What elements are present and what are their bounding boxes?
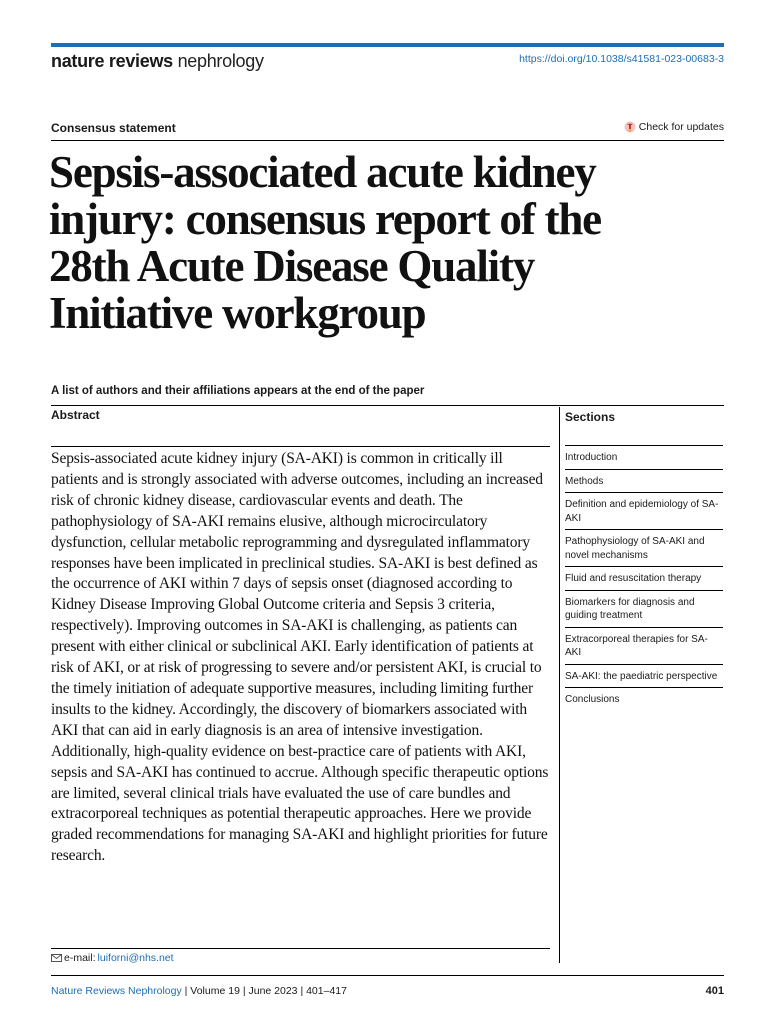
journal-name xyxy=(51,51,264,72)
doi-link[interactable]: https://doi.org/10.1038/s41581-023-00683-3 xyxy=(519,53,724,65)
journal-name-bold: nature reviews xyxy=(51,51,173,71)
article-title: Sepsis-associated acute kidney injury: consensus report of the 28th Acute Disease Quality Initiative workgroup xyxy=(49,147,601,338)
email-address-link[interactable]: luiforni@nhs.net xyxy=(97,952,174,964)
footer-citation xyxy=(51,985,347,997)
authors-note: A list of authors and their affiliations appears at the end of the paper xyxy=(51,385,425,397)
mail-icon xyxy=(51,954,62,962)
section-link-conclusions[interactable]: Conclusions xyxy=(565,694,620,705)
corresponding-email xyxy=(51,952,174,964)
section-link-extracorporeal[interactable]: Extracorporeal therapies for SA-AKI xyxy=(565,628,723,665)
sections-nav xyxy=(565,407,723,711)
article-type-divider xyxy=(51,140,724,141)
abstract-divider xyxy=(51,446,550,447)
section-link-fluid-resuscitation[interactable]: Fluid and resuscitation therapy xyxy=(565,567,723,591)
column-divider xyxy=(559,407,560,963)
sections-heading: Sections xyxy=(565,407,723,446)
header-accent-rule xyxy=(51,43,724,47)
footer-volume-info: | Volume 19 | June 2023 | 401–417 xyxy=(181,985,347,997)
section-link-paediatric[interactable]: SA-AKI: the paediatric perspective xyxy=(565,665,723,689)
section-link-definition-epidemiology[interactable]: Definition and epidemiology of SA-AKI xyxy=(565,493,723,530)
abstract-heading: Abstract xyxy=(51,408,100,422)
footer-journal-link[interactable]: Nature Reviews Nephrology xyxy=(51,985,182,997)
section-link-biomarkers[interactable]: Biomarkers for diagnosis and guiding treatment xyxy=(565,591,723,628)
check-updates-button[interactable] xyxy=(624,121,724,133)
abstract-text: Sepsis-associated acute kidney injury (SA-AKI) is common in critically ill patients and is strongly associated with adverse outcomes, including an increased risk of chronic kidney disease, cardiovascular events and death. The pathophysiology of SA-AKI remains elusive, although microcirculatory dysfunction, cellular metabolic reprogramming and dysregulated inflammatory responses have been implicated in preclinical studies. SA-AKI is best defined as the occurrence of AKI within 7 days of sepsis onset (diagnosed according to Kidney Disease Improving Global Outcome criteria and Sepsis 3 criteria, respectively). Improving outcomes in SA-AKI is challenging, as patients can present with either clinical or subclinical AKI. Early identification of patients at risk of AKI, or at risk of progressing to severe and/or persistent AKI, is crucial to the timely initiation of adequate supportive measures, including limiting further insults to the kidney. Accordingly, the discovery of biomarkers associated with AKI that can aid in early diagnosis is an area of intensive investigation. Additionally, high-quality evidence on best-practice care of patients with AKI, sepsis and SA-AKI has continued to accrue. Although specific therapeutic options are limited, several clinical trials have evaluated the use of care bundles and extracorporeal techniques as potential therapeutic approaches. Here we provide graded recommendations for managing SA-AKI and highlight priorities for future research. xyxy=(51,450,549,865)
check-updates-icon xyxy=(624,121,636,133)
footer-divider xyxy=(51,975,724,976)
page-number: 401 xyxy=(705,985,724,997)
article-type: Consensus statement xyxy=(51,121,176,135)
section-link-introduction[interactable]: Introduction xyxy=(565,446,723,470)
section-link-methods[interactable]: Methods xyxy=(565,470,723,494)
section-link-pathophysiology[interactable]: Pathophysiology of SA-AKI and novel mechanisms xyxy=(565,530,723,567)
email-label: e-mail: xyxy=(64,952,96,964)
authors-divider xyxy=(51,405,724,406)
journal-name-light: nephrology xyxy=(177,51,264,71)
check-updates-label: Check for updates xyxy=(638,121,724,133)
email-divider xyxy=(51,948,550,949)
